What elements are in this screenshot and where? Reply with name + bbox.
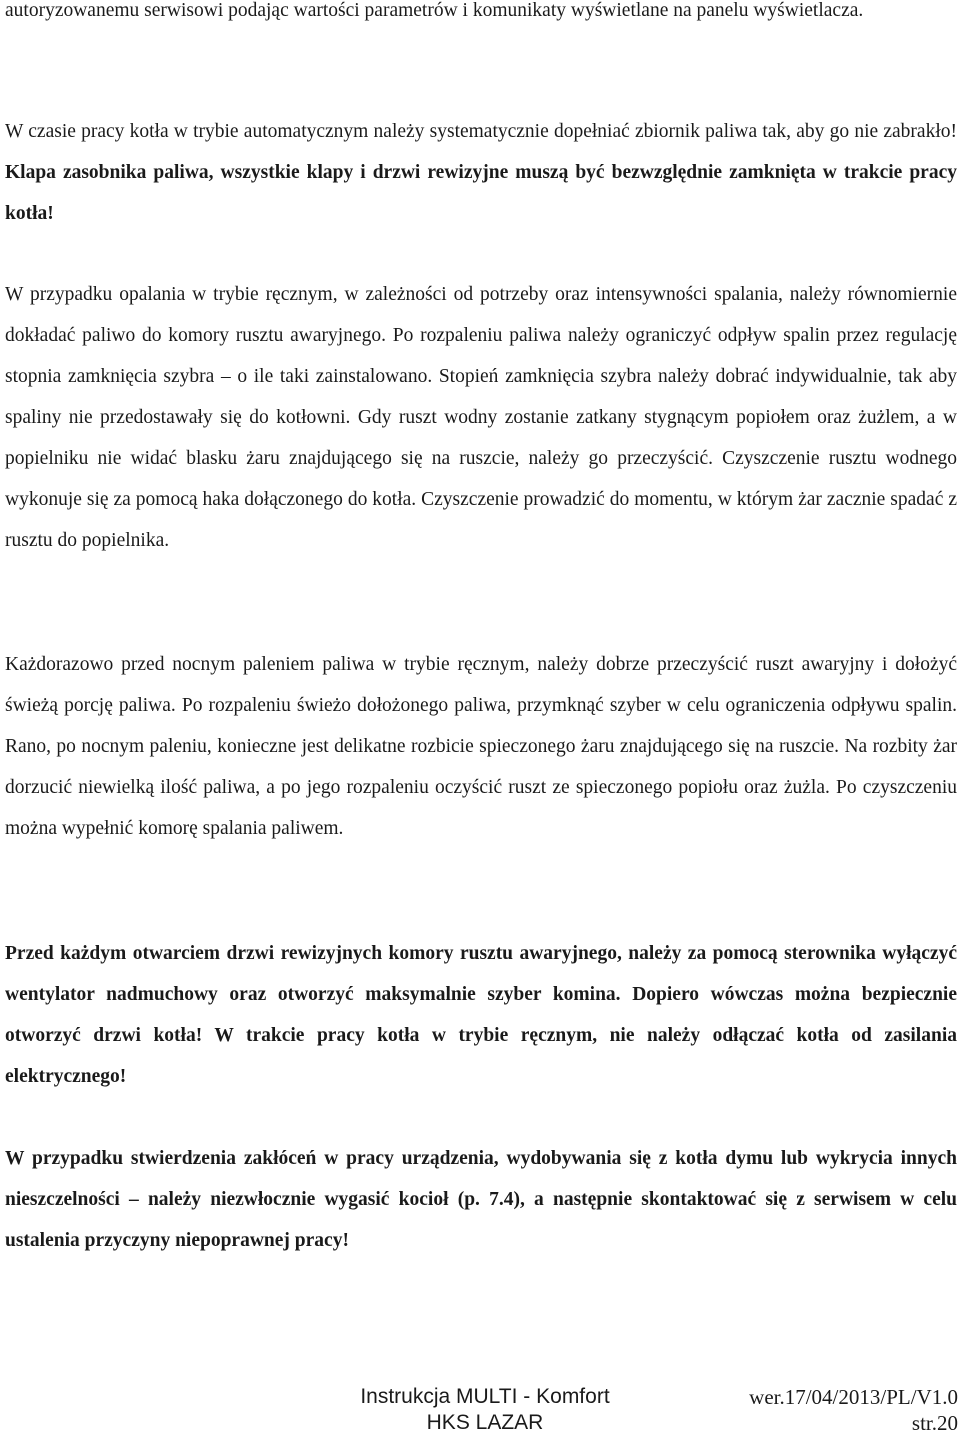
paragraph-continuation (5, 0, 957, 31)
paragraph-automatic-mode (5, 111, 957, 234)
footer-manual-name: Instrukcja MULTI - Komfort (360, 1385, 610, 1408)
paragraph-text: W przypadku opalania w trybie ręcznym, w zależności od potrzeby oraz intensywności spalania, należy równomiernie dokładać paliwo do komory rusztu awaryjnego. Po rozpaleniu paliwa należy ograniczyć odpływ spalin przez regulację stopnia zamknięcia szybra – o ile taki zainstalowano. Stopień zamknięcia szybra należy dobrać indywidualnie, tak aby spaliny nie przedostawały się do kotłowni. Gdy ruszt wodny zostanie zatkany stygnącym popiołem oraz żużlem, a w popielniku nie widać blasku żaru znajdującego się na ruszcie, należy go przeczyścić. Czyszczenie rusztu wodnego wykonuje się za pomocą haka dołączonego do kotła. Czyszczenie prowadzić do momentu, w którym żar zacznie spadać z rusztu do popielnika. (5, 284, 957, 551)
footer-title (340, 1384, 630, 1436)
paragraph-warning-bold: Klapa zasobnika paliwa, wszystkie klapy i drzwi rewizyjne muszą być bezwzględnie zamknięta w trakcie pracy kotła! (5, 162, 957, 224)
paragraph-text: W czasie pracy kotła w trybie automatycznym należy systematycznie dopełniać zbiornik paliwa tak, aby go nie zabrakło! (5, 121, 957, 142)
paragraph-text: Każdorazowo przed nocnym paleniem paliwa w trybie ręcznym, należy dobrze przeczyścić ruszt awaryjny i dołożyć świeżą porcję paliwa. Po rozpaleniu świeżo dołożonego paliwa, przymknąć szyber w celu ograniczenia odpływu spalin. Rano, po nocnym paleniu, konieczne jest delikatne rozbicie spieczonego żaru znajdującego się na ruszcie. Na rozbity żar dorzucić niewielką ilość paliwa, a po jego rozpaleniu oczyścić ruszt ze spieczonego popiołu oraz żużla. Po czyszczeniu można wypełnić komorę spalania paliwem. (5, 654, 957, 839)
paragraph-fault-warning (5, 1138, 957, 1261)
paragraph-manual-mode (5, 274, 957, 561)
paragraph-text: Przed każdym otwarciem drzwi rewizyjnych komory rusztu awaryjnego, należy za pomocą sterownika wyłączyć wentylator nadmuchowy oraz otworzyć maksymalnie szyber komina. Dopiero wówczas można bezpiecznie otworzyć drzwi kotła! W trakcie pracy kotła w trybie ręcznym, nie należy odłączać kotła od zasilania elektrycznego! (5, 943, 957, 1087)
footer-version: wer.17/04/2013/PL/V1.0 (749, 1385, 958, 1409)
footer-company: HKS LAZAR (426, 1411, 544, 1434)
paragraph-door-warning (5, 933, 957, 1097)
paragraph-night-burning (5, 644, 957, 849)
footer-meta (749, 1384, 958, 1436)
footer-page-number: str.20 (911, 1411, 958, 1435)
paragraph-text: autoryzowanemu serwisowi podając wartości parametrów i komunikaty wyświetlane na panelu wyświetlacza. (5, 0, 864, 21)
paragraph-text: W przypadku stwierdzenia zakłóceń w pracy urządzenia, wydobywania się z kotła dymu lub wykrycia innych nieszczelności – należy niezwłocznie wygasić kocioł (p. 7.4), a następnie skontaktować się z serwisem w celu ustalenia przyczyny niepoprawnej pracy! (5, 1148, 957, 1251)
page-footer (0, 1384, 960, 1436)
